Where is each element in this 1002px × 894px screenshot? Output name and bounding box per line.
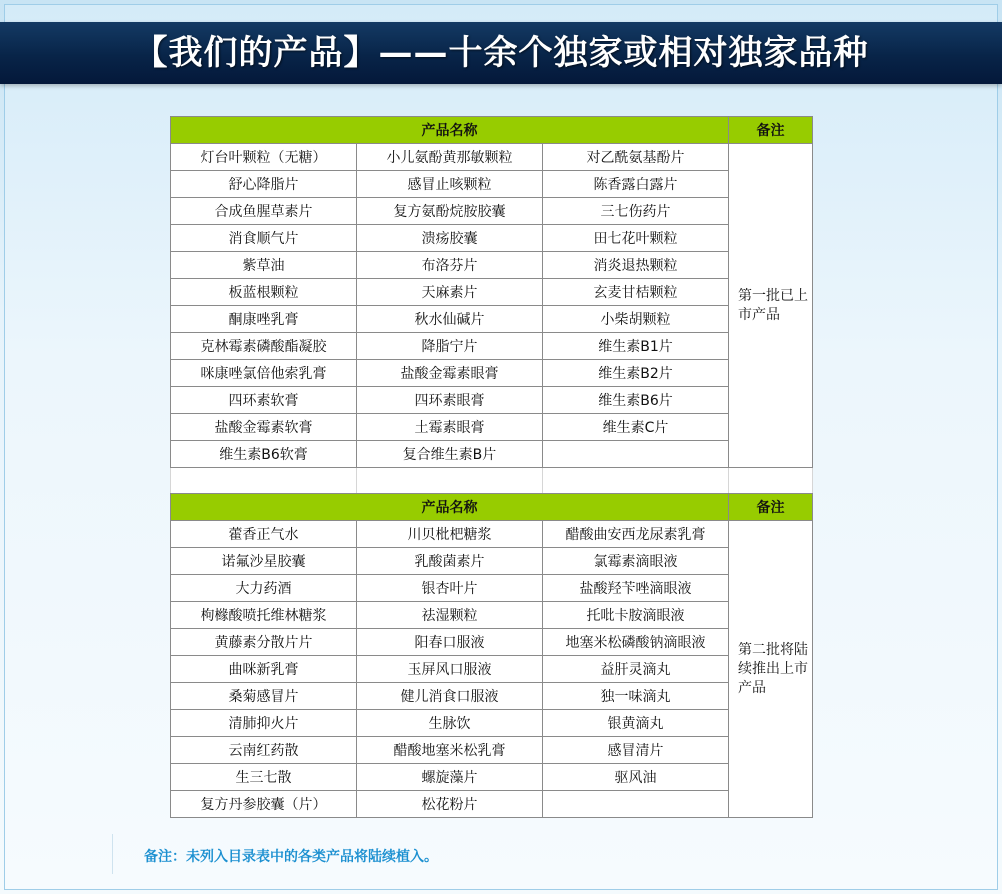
empty-cell [171, 468, 357, 495]
product-cell: 小柴胡颗粒 [543, 306, 729, 333]
product-cell [543, 441, 729, 468]
remark-cell: 第二批将陆续推出上市产品 [729, 521, 813, 818]
product-cell: 桑菊感冒片 [171, 683, 357, 710]
table-row [171, 629, 813, 656]
remark-header: 备注 [729, 494, 813, 521]
product-cell: 云南红药散 [171, 737, 357, 764]
product-cell: 维生素B1片 [543, 333, 729, 360]
product-cell: 四环素软膏 [171, 387, 357, 414]
table-row [171, 171, 813, 198]
empty-cell [729, 468, 813, 495]
table-row [171, 252, 813, 279]
product-cell: 氯霉素滴眼液 [543, 548, 729, 575]
table-row [171, 521, 813, 548]
product-cell: 托吡卡胺滴眼液 [543, 602, 729, 629]
table-row [171, 683, 813, 710]
table-row [171, 279, 813, 306]
product-cell: 益肝灵滴丸 [543, 656, 729, 683]
product-cell: 驱风油 [543, 764, 729, 791]
product-cell: 秋水仙碱片 [357, 306, 543, 333]
empty-cell [357, 468, 543, 495]
product-table-batch-2 [170, 493, 813, 818]
product-cell: 陈香露白露片 [543, 171, 729, 198]
table-row [171, 548, 813, 575]
product-cell: 螺旋藻片 [357, 764, 543, 791]
table-row [171, 602, 813, 629]
table-row [171, 306, 813, 333]
product-cell: 复方丹参胶囊（片） [171, 791, 357, 818]
product-cell: 克林霉素磷酸酯凝胶 [171, 333, 357, 360]
title-banner [0, 22, 1002, 84]
product-cell: 醋酸曲安西龙尿素乳膏 [543, 521, 729, 548]
product-cell: 黄藤素分散片片 [171, 629, 357, 656]
table-row [171, 575, 813, 602]
product-cell: 舒心降脂片 [171, 171, 357, 198]
product-cell: 松花粉片 [357, 791, 543, 818]
table-row [171, 198, 813, 225]
product-cell: 玄麦甘桔颗粒 [543, 279, 729, 306]
footnote: 备注：未列入目录表中的各类产品将陆续植入。 [144, 849, 438, 865]
product-cell: 布洛芬片 [357, 252, 543, 279]
product-cell: 合成鱼腥草素片 [171, 198, 357, 225]
product-cell: 诺氟沙星胶囊 [171, 548, 357, 575]
product-cell: 降脂宁片 [357, 333, 543, 360]
product-cell: 溃疡胶囊 [357, 225, 543, 252]
table-row [171, 225, 813, 252]
product-table-batch-1 [170, 116, 813, 495]
product-cell: 银杏叶片 [357, 575, 543, 602]
table-row [171, 737, 813, 764]
product-cell: 银黄滴丸 [543, 710, 729, 737]
table-row [171, 791, 813, 818]
table-row [171, 387, 813, 414]
product-cell: 板蓝根颗粒 [171, 279, 357, 306]
product-cell: 玉屏风口服液 [357, 656, 543, 683]
product-cell: 感冒止咳颗粒 [357, 171, 543, 198]
table-row [171, 656, 813, 683]
table-row [171, 764, 813, 791]
remark-cell: 第一批已上市产品 [729, 144, 813, 468]
empty-cell [543, 468, 729, 495]
product-cell: 复方氨酚烷胺胶囊 [357, 198, 543, 225]
table-row [171, 144, 813, 171]
product-cell: 小儿氨酚黄那敏颗粒 [357, 144, 543, 171]
product-cell: 消炎退热颗粒 [543, 252, 729, 279]
product-cell: 大力药酒 [171, 575, 357, 602]
spacer-row [171, 468, 813, 495]
product-cell: 消食顺气片 [171, 225, 357, 252]
product-cell: 酮康唑乳膏 [171, 306, 357, 333]
product-cell: 对乙酰氨基酚片 [543, 144, 729, 171]
product-cell: 咪康唑氯倍他索乳膏 [171, 360, 357, 387]
page-title: 【我们的产品】——十余个独家或相对独家品种 [133, 33, 869, 73]
product-cell: 维生素B2片 [543, 360, 729, 387]
product-cell: 灯台叶颗粒（无糖） [171, 144, 357, 171]
footnote-divider [112, 834, 113, 874]
product-cell: 枸橼酸喷托维林糖浆 [171, 602, 357, 629]
product-cell: 维生素B6片 [543, 387, 729, 414]
product-cell: 祛湿颗粒 [357, 602, 543, 629]
table-row [171, 441, 813, 468]
product-cell: 阳春口服液 [357, 629, 543, 656]
product-cell: 盐酸金霉素眼膏 [357, 360, 543, 387]
product-cell: 四环素眼膏 [357, 387, 543, 414]
product-cell: 三七伤药片 [543, 198, 729, 225]
product-cell: 土霉素眼膏 [357, 414, 543, 441]
product-cell: 天麻素片 [357, 279, 543, 306]
table-row [171, 360, 813, 387]
product-cell: 藿香正气水 [171, 521, 357, 548]
product-cell: 维生素C片 [543, 414, 729, 441]
product-cell: 感冒清片 [543, 737, 729, 764]
product-cell: 川贝枇杷糖浆 [357, 521, 543, 548]
product-cell: 复合维生素B片 [357, 441, 543, 468]
product-cell: 盐酸羟苄唑滴眼液 [543, 575, 729, 602]
product-cell: 独一味滴丸 [543, 683, 729, 710]
product-cell: 生三七散 [171, 764, 357, 791]
product-cell [543, 791, 729, 818]
product-cell: 醋酸地塞米松乳膏 [357, 737, 543, 764]
product-name-header: 产品名称 [171, 494, 729, 521]
product-cell: 生脉饮 [357, 710, 543, 737]
product-cell: 曲咪新乳膏 [171, 656, 357, 683]
product-cell: 盐酸金霉素软膏 [171, 414, 357, 441]
product-cell: 健儿消食口服液 [357, 683, 543, 710]
product-cell: 维生素B6软膏 [171, 441, 357, 468]
product-cell: 乳酸菌素片 [357, 548, 543, 575]
product-cell: 紫草油 [171, 252, 357, 279]
table-row [171, 414, 813, 441]
table-row [171, 710, 813, 737]
product-cell: 田七花叶颗粒 [543, 225, 729, 252]
product-cell: 地塞米松磷酸钠滴眼液 [543, 629, 729, 656]
product-cell: 清肺抑火片 [171, 710, 357, 737]
product-name-header: 产品名称 [171, 117, 729, 144]
table-row [171, 333, 813, 360]
remark-header: 备注 [729, 117, 813, 144]
